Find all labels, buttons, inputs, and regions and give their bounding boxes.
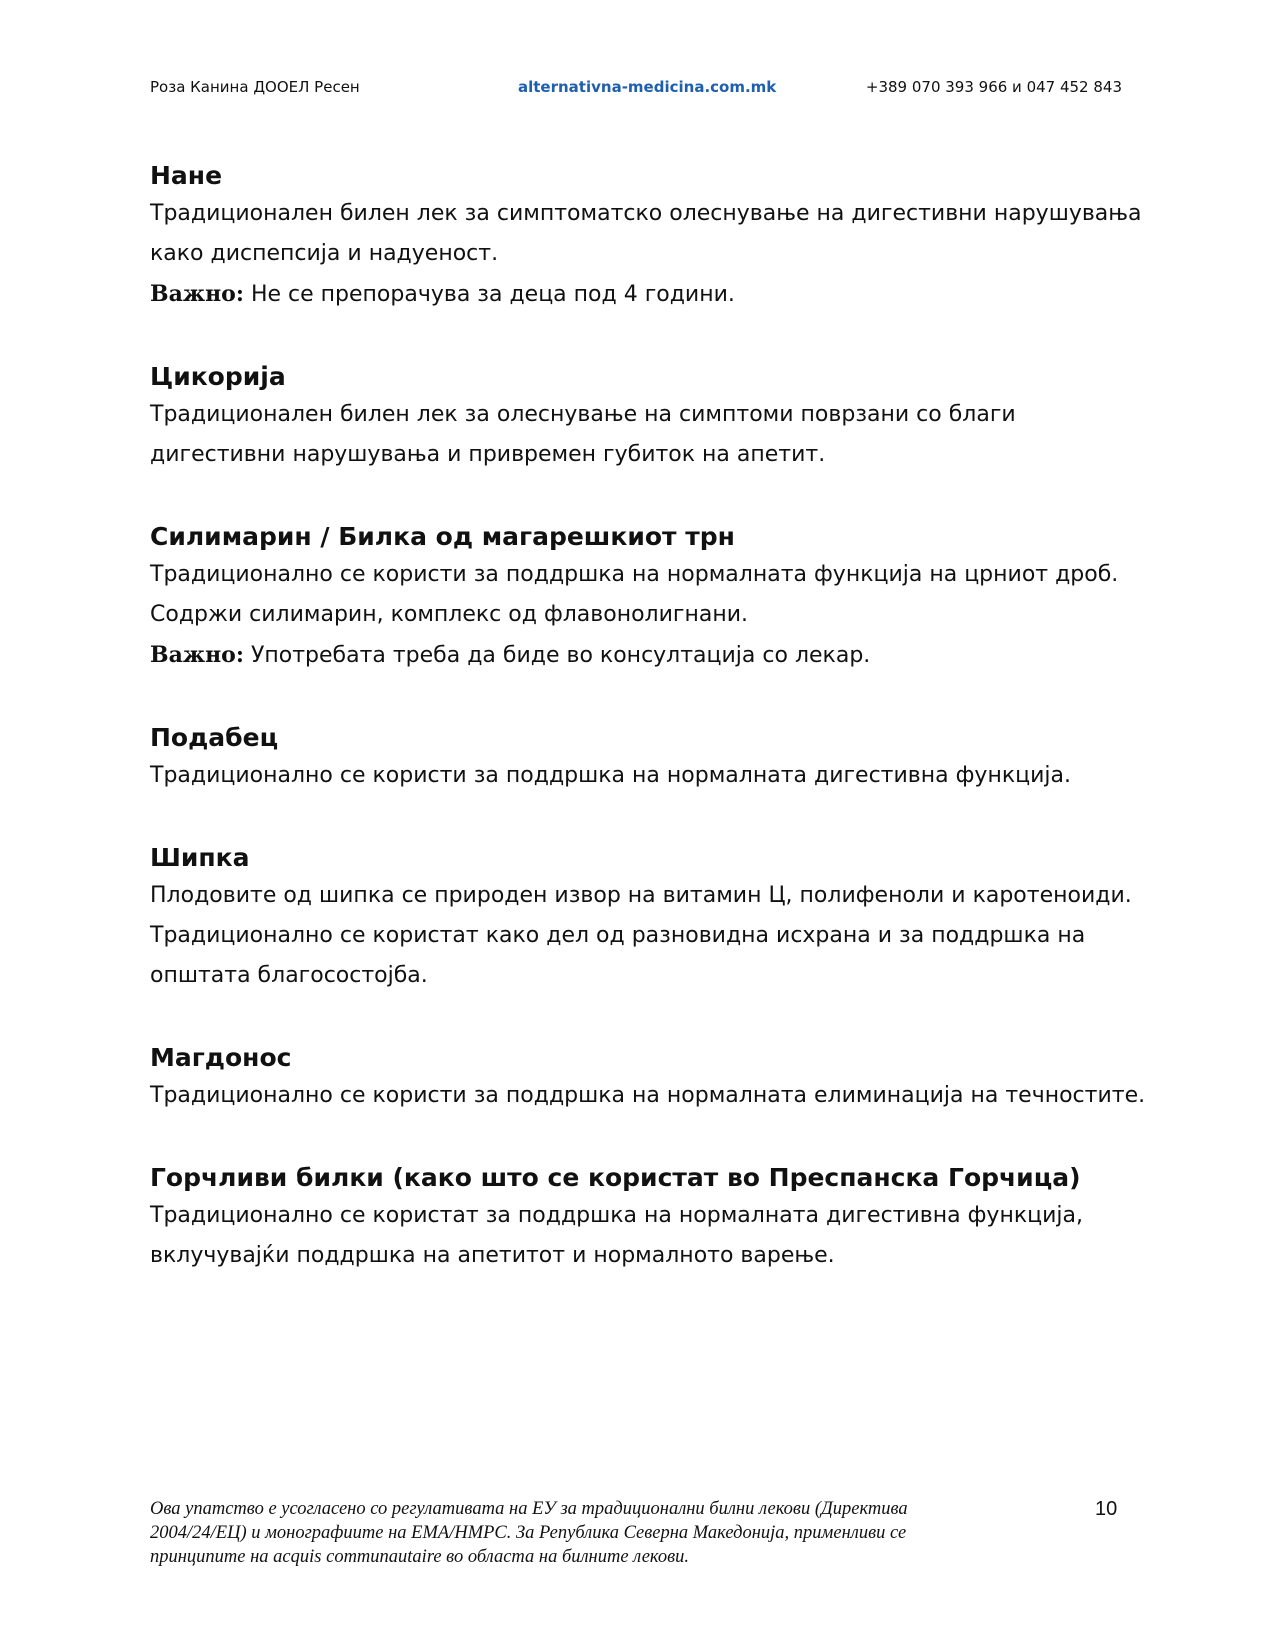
section-title: Горчливи билки (како што се користат во Преспанска Горчица): [150, 1163, 1081, 1192]
section-silimarin: [150, 519, 1130, 676]
body-line: дигестивни нарушувања и привремен губиток на апетит.: [150, 442, 826, 467]
body-line: општата благосостојба.: [150, 963, 428, 988]
section-podabec: [150, 720, 1130, 796]
section-shipka: [150, 840, 1130, 996]
section-title: Нане: [150, 161, 223, 190]
body-line: Традиционален билен лек за олеснување на симптоми поврзани со благи: [150, 402, 1016, 427]
website-link[interactable]: alternativna-medicina.com.mk: [518, 78, 777, 96]
section-gorchlivi-bilki: [150, 1160, 1130, 1276]
body-line: Традиционален билен лек за симптоматско олеснување на дигестивни нарушувања: [150, 201, 1142, 226]
important-note: [150, 635, 1130, 676]
body-line: како диспепсија и надуеност.: [150, 241, 499, 266]
important-text: Не се препорачува за деца под 4 години.: [243, 282, 735, 307]
body-line: вклучувајќи поддршка на апетитот и нормалното варење.: [150, 1243, 835, 1268]
section-cikorija: [150, 359, 1130, 475]
body-line: Традиционално се користи за поддршка на нормалната функција на црниот дроб.: [150, 562, 1119, 587]
body-line: Плодовите од шипка се природен извор на витамин Ц, полифеноли и каротеноиди.: [150, 883, 1132, 908]
document-body: [150, 158, 1146, 1276]
section-magdonos: [150, 1040, 1146, 1116]
section-nane: [150, 158, 1142, 315]
important-text: Употребата треба да биде во консултација со лекар.: [243, 643, 871, 668]
page-footer: [150, 1497, 1070, 1569]
important-label: Важно:: [150, 642, 244, 668]
section-title: Магдонос: [150, 1043, 292, 1072]
page-number: 10: [1095, 1498, 1118, 1520]
important-note: [150, 274, 1130, 315]
body-line: Традиционално се користат за поддршка на нормалната дигестивна функција,: [150, 1203, 1083, 1228]
footer-line: принципите на acquis communautaire во областа на билните лекови.: [150, 1547, 690, 1567]
footer-line: Ова упатство е усогласено со регулативата на ЕУ за традиционални билни лекови (Директива: [150, 1499, 908, 1519]
page-header: [150, 76, 1122, 98]
body-line: Традиционално се користат како дел од разновидна исхрана и за поддршка на: [150, 923, 1086, 948]
section-title: Подабец: [150, 723, 279, 752]
phone-numbers: +389 070 393 966 и 047 452 843: [865, 78, 1122, 96]
footer-line: 2004/24/ЕЦ) и монографиите на ЕМА/HMPC. За Република Северна Македонија, применливи се: [150, 1523, 907, 1543]
section-title: Силимарин / Билка од магарешкиот трн: [150, 522, 735, 551]
company-name: Роза Канина ДООЕЛ Ресен: [150, 78, 360, 96]
body-line: Традиционално се користи за поддршка на нормалната елиминација на течностите.: [150, 1083, 1146, 1108]
body-line: Содржи силимарин, комплекс од флавонолигнани.: [150, 602, 749, 627]
important-label: Важно:: [150, 281, 244, 307]
section-title: Цикорија: [150, 362, 286, 391]
body-line: Традиционално се користи за поддршка на нормалната дигестивна функција.: [150, 763, 1071, 788]
section-title: Шипка: [150, 843, 250, 872]
